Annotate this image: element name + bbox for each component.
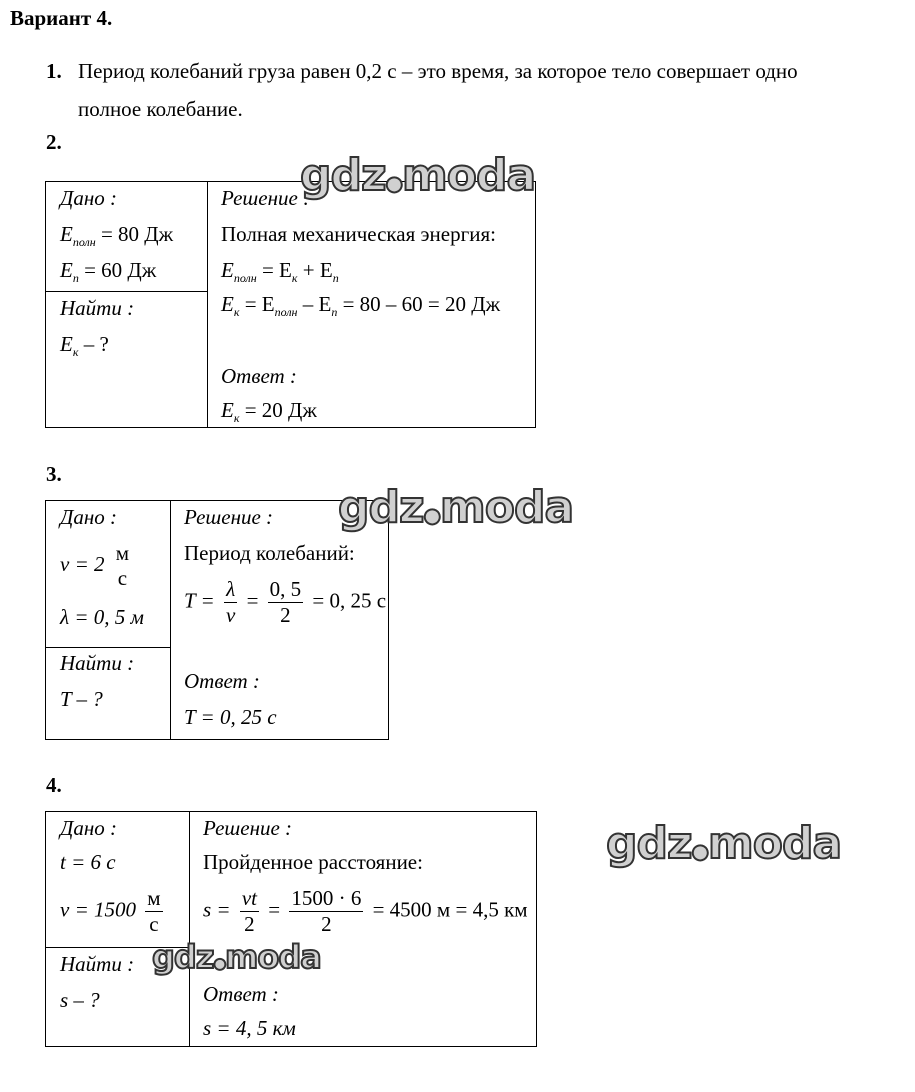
watermark-logo: gdz●moda <box>338 482 574 533</box>
given-label: Дано : <box>60 505 118 529</box>
task-2-number: 2. <box>46 130 62 154</box>
table-divider <box>46 647 170 648</box>
equation: T = $\frac{\lambda}{v}$ = $\frac{0, 5}{2}$ = 0, 25 с <box>184 577 387 627</box>
find-label: Найти : <box>60 651 135 675</box>
equation-2: $E_к = E_{полн} - E_п = 80 - 60 = 20$ Дж <box>221 292 501 319</box>
given-velocity: v = 2 м с <box>60 541 130 590</box>
answer-label: Ответ : <box>203 982 279 1006</box>
find-value: T – ? <box>60 687 103 711</box>
equation-1: $E_{полн} = E_к + E_п$ <box>221 258 339 285</box>
find-label: Найти : <box>60 296 135 320</box>
task-4-number: 4. <box>46 773 62 797</box>
given-time: t = 6 с <box>60 850 116 874</box>
table-divider <box>207 182 208 427</box>
task-2-table <box>45 181 536 428</box>
given-velocity: v = 1500 $\frac{м}{с}$ <box>60 886 161 936</box>
page-title: Вариант 4. <box>10 6 113 30</box>
solution-label: Решение : <box>184 505 274 529</box>
answer-value: $E_к = 20$ Дж <box>221 398 317 425</box>
task-1-number: 1. <box>46 59 62 83</box>
task-1-text-line1: Период колебаний груза равен 0,2 с – это время, за которое тело совершает одно <box>78 59 798 83</box>
solution-text: Полная механическая энергия: <box>221 222 496 246</box>
table-divider <box>189 812 190 1046</box>
given-e-pot: $E_п = 60$ Дж <box>60 258 157 285</box>
task-4-table <box>45 811 537 1047</box>
given-label: Дано : <box>60 816 118 840</box>
task-3-table <box>45 500 389 740</box>
answer-value: T = 0, 25 с <box>184 705 277 729</box>
find-value: s – ? <box>60 988 100 1012</box>
answer-label: Ответ : <box>184 669 260 693</box>
equation: s = $\frac{vt}{2}$ = $\frac{1500 \cdot 6}{2}$ = 4500 м = 4,5 км <box>203 886 528 936</box>
watermark-logo: gdz●moda <box>300 150 536 201</box>
given-e-full: $E_{полн} = 80$ Дж <box>60 222 174 249</box>
table-divider <box>46 291 207 292</box>
watermark-logo: gdz●moda <box>606 818 842 869</box>
find-value: $E_к$ – ? <box>60 332 109 359</box>
answer-label: Ответ : <box>221 364 297 388</box>
task-1 <box>46 52 911 128</box>
given-wavelength: λ = 0, 5 м <box>60 605 144 629</box>
table-divider <box>170 501 171 739</box>
task-3-number: 3. <box>46 462 62 486</box>
solution-label: Решение : <box>203 816 293 840</box>
task-1-text-line2: полное колебание. <box>78 97 243 121</box>
answer-value: s = 4, 5 км <box>203 1016 296 1040</box>
watermark-logo: gdz●moda <box>152 938 321 976</box>
solution-text: Пройденное расстояние: <box>203 850 423 874</box>
solution-text: Период колебаний: <box>184 541 355 565</box>
given-label: Дано : <box>60 186 118 210</box>
solution-label: Решение : <box>221 186 311 210</box>
find-label: Найти : <box>60 952 135 976</box>
